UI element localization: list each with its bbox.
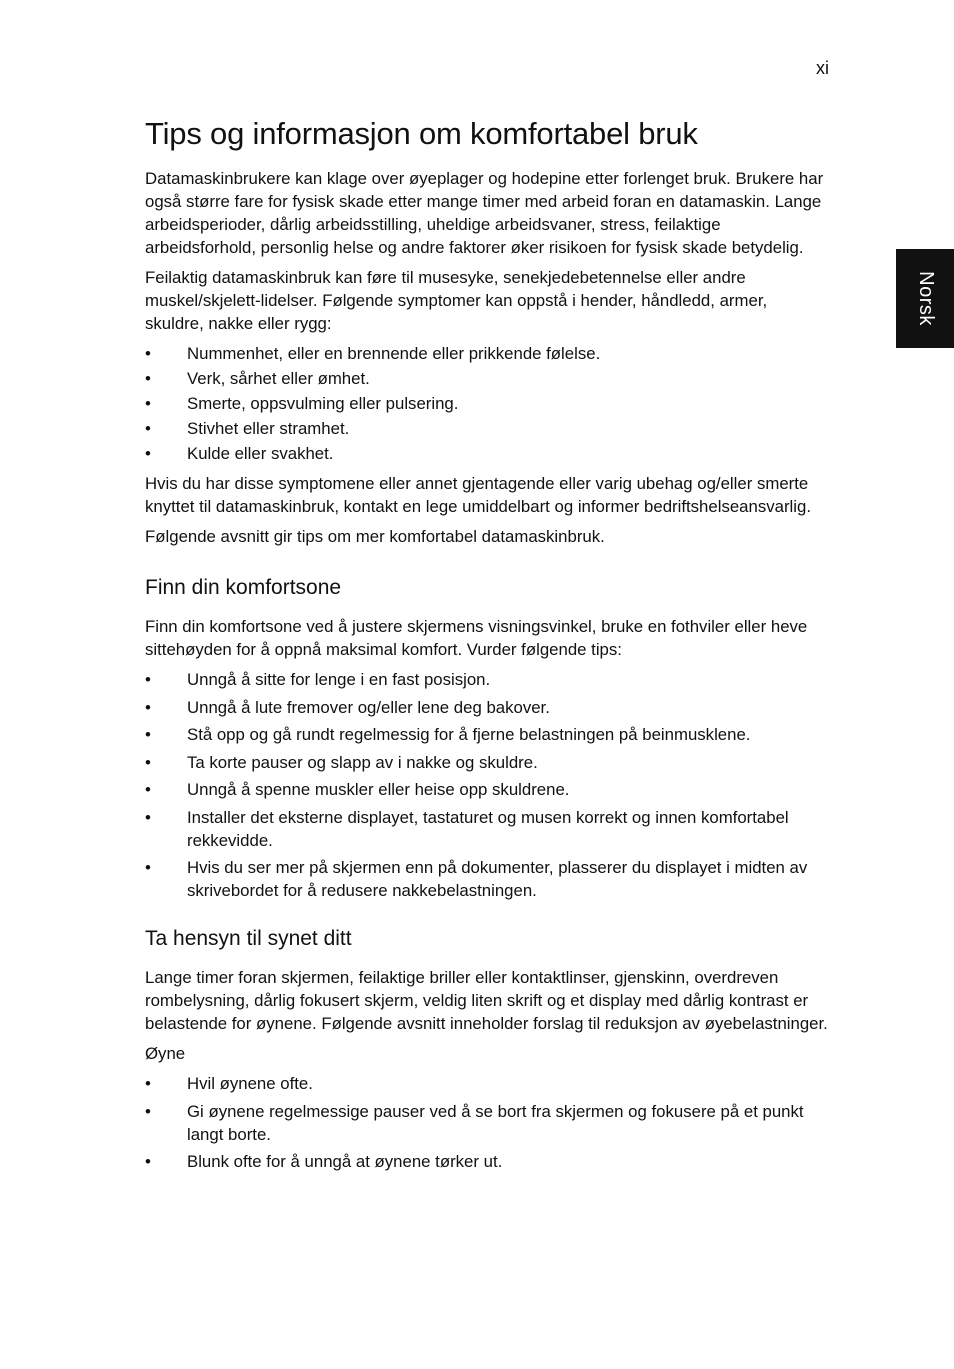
page-number: xi (816, 58, 829, 78)
page-content (145, 115, 830, 1178)
intro-paragraph-2: Feilaktig datamaskinbruk kan føre til musesyke, senekjedebetennelse eller andre muskel/skjelett-lidelser. Følgende symptomer kan oppstå i hender, håndledd, armer, skuldre, nakke eller rygg: (145, 268, 768, 333)
list-item: • Kulde eller svakhet. (145, 442, 830, 465)
vision-subheading: Øyne (145, 1044, 186, 1063)
section-heading-vision: Ta hensyn til synet ditt (145, 927, 352, 950)
list-item: • Stå opp og gå rundt regelmessig for å fjerne belastningen på beinmusklene. (145, 723, 830, 746)
list-item: • Stivhet eller stramhet. (145, 417, 830, 440)
list-item: • Unngå å spenne muskler eller heise opp skuldrene. (145, 778, 830, 801)
symptom-list (145, 342, 830, 465)
list-item: • Nummenhet, eller en brennende eller prikkende følelse. (145, 342, 830, 365)
list-item: • Gi øynene regelmessige pauser ved å se bort fra skjermen og fokusere på et punkt langt borte. (145, 1100, 830, 1146)
list-item: • Verk, sårhet eller ømhet. (145, 367, 830, 390)
language-tab-label: Norsk (914, 271, 937, 326)
eye-tip-list (145, 1072, 830, 1173)
vision-paragraph: Lange timer foran skjermen, feilaktige briller eller kontaktlinser, gjenskinn, overdreven rombelysning, dårlig fokusert skjerm, veldig liten skrift og et display med dårlig kontrast er belastende for øynene. Følgende avsnitt inneholder forslag til reduksjon av øyebelastninger. (145, 968, 828, 1033)
list-item: • Unngå å lute fremover og/eller lene deg bakover. (145, 696, 830, 719)
intro-paragraph-4: Følgende avsnitt gir tips om mer komfortabel datamaskinbruk. (145, 527, 605, 546)
list-item: • Smerte, oppsvulming eller pulsering. (145, 392, 830, 415)
language-tab (896, 249, 954, 348)
list-item: • Hvis du ser mer på skjermen enn på dokumenter, plasserer du displayet i midten av skrivebordet for å redusere nakkebelastningen. (145, 856, 830, 902)
list-item: • Ta korte pauser og slapp av i nakke og skuldre. (145, 751, 830, 774)
list-item: • Hvil øynene ofte. (145, 1072, 830, 1095)
intro-paragraph-3: Hvis du har disse symptomene eller annet gjentagende eller varig ubehag og/eller smerte knyttet til datamaskinbruk, kontakt en lege umiddelbart og informer bedriftshelseansvarlig. (145, 474, 811, 516)
list-item: • Unngå å sitte for lenge i en fast posisjon. (145, 668, 830, 691)
list-item: • Installer det eksterne displayet, tastaturet og musen korrekt og innen komfortabel rekkevidde. (145, 806, 830, 852)
comfort-tip-list (145, 668, 830, 902)
intro-paragraph-1: Datamaskinbrukere kan klage over øyeplager og hodepine etter forlenget bruk. Brukere har også større fare for fysisk skade etter mange timer med arbeid foran en datamaskin. Lange arbeidsperioder, dårlig arbeidsstilling, uheldige arbeidsvaner, stress, feilaktige arbeidsforhold, personlig helse og andre faktorer øker risikoen for fysisk skade betydelig. (145, 169, 824, 257)
comfort-paragraph: Finn din komfortsone ved å justere skjermens visningsvinkel, bruke en fothviler eller heve sittehøyden for å oppnå maksimal komfort. Vurder følgende tips: (145, 617, 808, 659)
section-heading-comfort: Finn din komfortsone (145, 576, 342, 599)
list-item: • Blunk ofte for å unngå at øynene tørker ut. (145, 1150, 830, 1173)
page-title: Tips og informasjon om komfortabel bruk (145, 116, 698, 151)
